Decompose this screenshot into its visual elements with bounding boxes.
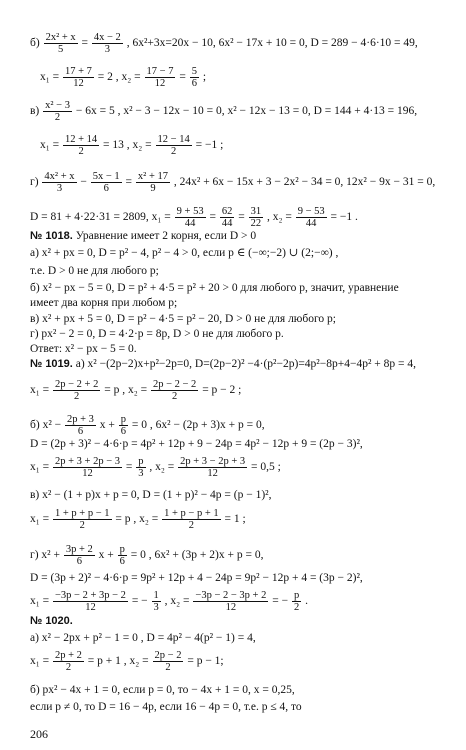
fraction: $\frac{3p + 2}{6}$ xyxy=(65,544,93,567)
page-number: 206 xyxy=(30,727,48,741)
line-1020b2: если p ≠ 0, то D = 16 − 4p, если 16 − 4p = 0, т.е. p ≤ 4, то xyxy=(30,701,302,713)
line-1019v: в) x² − (1 + p)x + p = 0, D = (1 + p)² − 4p = (p − 1)², xyxy=(30,489,272,501)
fraction: $\frac{5}{6}$ xyxy=(191,66,197,89)
fraction: $\frac{p}{3}$ xyxy=(138,456,144,479)
fraction: $\frac{4x - 2}{3}$ xyxy=(93,32,121,55)
fraction: $\frac{1}{3}$ xyxy=(153,590,159,613)
fraction: $\frac{62}{44}$ xyxy=(221,206,233,229)
fraction: $\frac{2p + 3}{6}$ xyxy=(67,414,94,437)
roots-1019g: x₁ = $\frac{-3p - 2 + 3p - 2}{12}$ = − $\frac{1}{3}$ , x₂ = $\frac{-3p - 2 - 3p + 2}{12}$ = − $\frac{p}{2}$ . xyxy=(30,590,308,613)
answer-1018: Ответ: x² − px − 5 = 0. xyxy=(30,343,137,355)
line-1018a: а) x² + px = 0, D = p² − 4, p² − 4 > 0, если p ∈ (−∞;−2) ∪ (2;−∞) , xyxy=(30,247,339,259)
eq-1017b: б) $\frac{\text{2x² + x}}{5}$ = $\frac{4x - 2}{3}$ , 6x²+3x=20x − 10, 6x² − 17x + 10 = 0, D = 289 − 4·6·10 = 49, xyxy=(30,32,418,55)
line-1020a: а) x² − 2px + p² − 1 = 0 , D = 4p² − 4(p² − 1) = 4, xyxy=(30,632,256,644)
roots-1017v: x₁ = $\frac{12 + 14}{2}$ = 13 , x₂ = $\frac{12 - 14}{2}$ = −1 ; xyxy=(40,134,224,157)
fraction: $\frac{2p + 3 - 2p + 3}{12}$ xyxy=(180,456,246,479)
fraction: $\frac{9 - 53}{44}$ xyxy=(297,206,325,229)
fraction: $\frac{2p + 2}{2}$ xyxy=(55,650,82,673)
roots-1019a: x₁ = $\frac{2p - 2 + 2}{2}$ = p , x₂ = $\frac{2p - 2 - 2}{2}$ = p − 2 ; xyxy=(30,379,242,402)
fraction: $\frac{2p + 3 + 2p - 3}{12}$ xyxy=(55,456,121,479)
fraction: $\frac{\text{4x² + x}}{3}$ xyxy=(44,171,75,194)
fraction: $\frac{5x - 1}{6}$ xyxy=(92,171,120,194)
eq-1019b: б) x² − $\frac{2p + 3}{6}$ x + $\frac{p}{6}$ = 0 , 6x² − (2p + 3)x + p = 0, xyxy=(30,414,265,437)
line-1018t: т.е. D > 0 не для любого p; xyxy=(30,265,159,277)
fraction: $\frac{\text{x² + 17}}{9}$ xyxy=(137,171,168,194)
fraction: $\frac{p}{6}$ xyxy=(119,544,125,567)
fraction: $\frac{p}{2}$ xyxy=(293,590,300,613)
line-1018b: б) x² − px − 5 = 0, D = p² + 4·5 = p² + 20 > 0 для любого p, значит, уравнение xyxy=(30,282,399,294)
eq-1019g: г) x² + $\frac{3p + 2}{6}$ x + $\frac{p}{6}$ = 0 , 6x² + (3p + 2)x + p = 0, xyxy=(30,544,264,567)
fraction: $\frac{17 - 7}{12}$ xyxy=(146,66,174,89)
line-1018b2: имеет два корня при любом p; xyxy=(30,297,178,309)
roots-1019v: x₁ = $\frac{1 + p + p - 1}{2}$ = p , x₂ = $\frac{1 + p - p + 1}{2}$ = 1 ; xyxy=(30,508,246,531)
line-1019b-d: D = (2p + 3)² − 4·6·p = 4p² + 12p + 9 − 24p = 4p² − 12p + 9 = (2p − 3)², xyxy=(30,438,363,450)
fraction: $\frac{1 + p - p + 1}{2}$ xyxy=(164,508,219,531)
fraction: $\frac{17 + 7}{12}$ xyxy=(65,66,92,89)
roots-1017b: x₁ = $\frac{17 + 7}{12}$ = 2 , x₂ = $\frac{17 - 7}{12}$ = $\frac{5}{6}$ ; xyxy=(40,66,207,89)
heading-1020: № 1020. xyxy=(30,615,73,627)
roots-1017g: D = 81 + 4·22·31 = 2809, x₁ = $\frac{9 + 53}{44}$ = $\frac{62}{44}$ = $\frac{31}{22}$ , x₂ = $\frac{9 - 53}{44}$ = −1 . xyxy=(30,206,358,229)
fraction: $\frac{-3p - 2 - 3p + 2}{12}$ xyxy=(195,590,267,613)
heading-1018: № 1018. Уравнение имеет 2 корня, если D > 0 xyxy=(30,230,257,242)
fraction: $\frac{12 - 14}{2}$ xyxy=(157,134,190,157)
fraction: $\frac{-3p - 2 + 3p - 2}{12}$ xyxy=(55,590,126,613)
eq-1017v: в) $\frac{\text{x² − 3}}{2}$ − 6x = 5 , x² − 3 − 12x − 10 = 0, x² − 12x − 13 = 0, D = 144 + 4·13 = 196, xyxy=(30,100,418,123)
line-1018v: в) x² + px + 5 = 0, D = p² − 4·5 = p² − 20, D > 0 не для любого p; xyxy=(30,313,336,325)
line-1020b: б) px² − 4x + 1 = 0, если p = 0, то − 4x + 1 = 0, x = 0,25, xyxy=(30,684,295,696)
eq-1017g: г) $\frac{\text{4x² + x}}{3}$ − $\frac{5x - 1}{6}$ = $\frac{\text{x² + 17}}{9}$ , 24x² + 6x − 15x + 3 − 2x² − 34 = 0, 12x² − 9x − 31 = 0, xyxy=(30,171,436,194)
line-1019g-d: D = (3p + 2)² − 4·6·p = 9p² + 12p + 4 − 24p = 9p² − 12p + 4 = (3p − 2)², xyxy=(30,572,363,584)
fraction: $\frac{12 + 14}{2}$ xyxy=(65,134,98,157)
fraction: $\frac{2p - 2}{2}$ xyxy=(154,650,182,673)
fraction: $\frac{\text{x² − 3}}{2}$ xyxy=(45,100,70,123)
roots-1019b: x₁ = $\frac{2p + 3 + 2p - 3}{12}$ = $\frac{p}{3}$ , x₂ = $\frac{2p + 3 - 2p + 3}{12}$ = 0,5 ; xyxy=(30,456,281,479)
line-1018g: г) px² − 2 = 0, D = 4·2·p = 8p, D > 0 не для любого p. xyxy=(30,328,284,340)
fraction: $\frac{p}{6}$ xyxy=(120,414,127,437)
roots-1020a: x₁ = $\frac{2p + 2}{2}$ = p + 1 , x₂ = $\frac{2p - 2}{2}$ = p − 1; xyxy=(30,650,224,673)
fraction: $\frac{9 + 53}{44}$ xyxy=(176,206,204,229)
fraction: $\frac{2p - 2 + 2}{2}$ xyxy=(55,379,99,402)
heading-1019: № 1019. а) x² −(2p−2)x+p²−2p=0, D=(2p−2)² −4·(p²−2p)=4p²−8p+4−4p² + 8p = 4, xyxy=(30,358,417,370)
fraction: $\frac{1 + p + p - 1}{2}$ xyxy=(55,508,110,531)
fraction: $\frac{31}{22}$ xyxy=(250,206,262,229)
fraction: $\frac{2p - 2 - 2}{2}$ xyxy=(152,379,197,402)
fraction: $\frac{\text{2x² + x}}{5}$ xyxy=(45,32,76,55)
